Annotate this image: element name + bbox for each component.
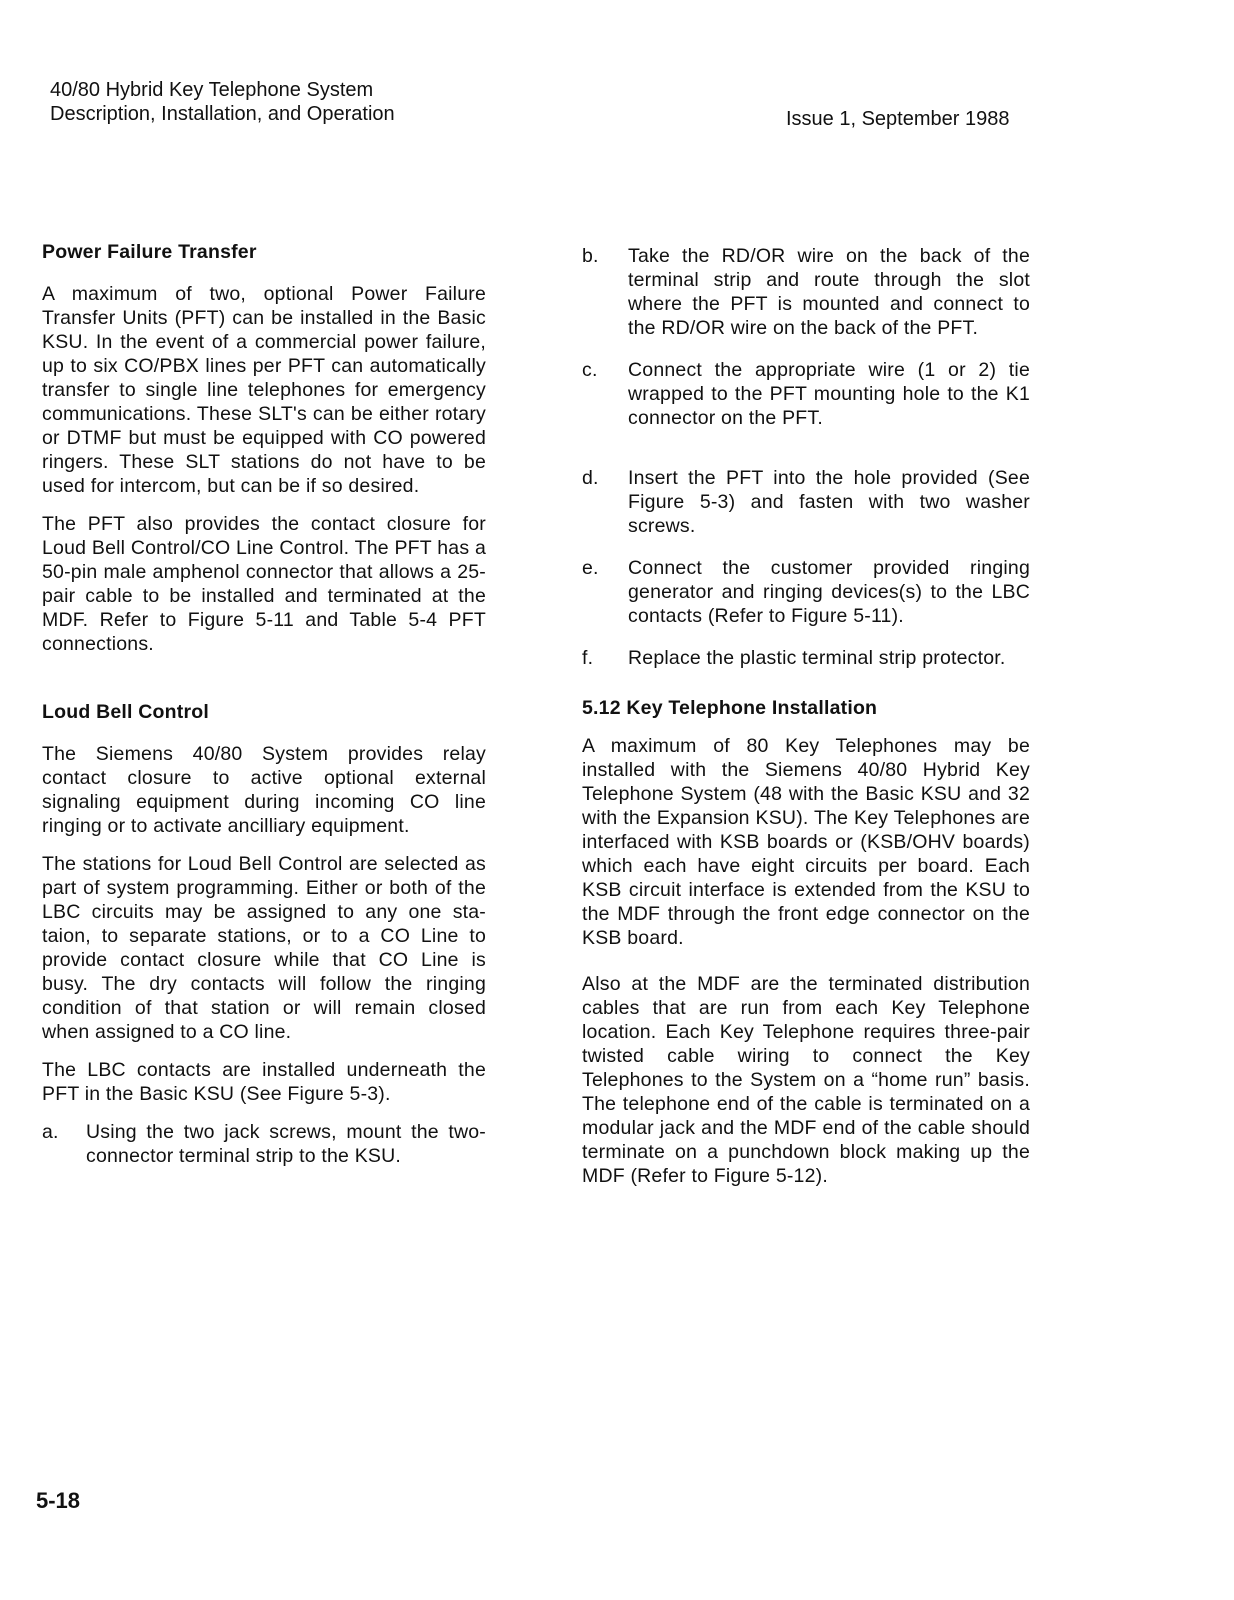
step-b [582, 244, 1030, 340]
pft-heading: Power Failure Transfer [42, 241, 257, 263]
step-c-marker: c. [582, 359, 598, 381]
step-d-marker: d. [582, 467, 599, 489]
document-title-line-1: 40/80 Hybrid Key Telephone System [50, 79, 374, 101]
left-column [42, 240, 486, 1186]
step-a-text: Using the two jack screws, mount the two-connector terminal strip to the KSU. [86, 1121, 486, 1167]
pft-paragraph-1: A maximum of two, optional Power Failure Transfer Units (PFT) can be installed in the Basic KSU. In the event of a commercial power failure, up to six CO/PBX lines per PFT can automatically transfer to single line telephones for emergency communications. These SLT's can be either rotary or DTMF but must be equipped with CO powered ringers. These SLT stations do not have to be used for intercom, but can be if so desired. [42, 283, 486, 497]
section-paragraph-2: Also at the MDF are the terminated distribution cables that are run from each Key Telephone location. Each Key Telephone requires three-pair twisted cable wiring to connect the Key Telephones to the System on a “home run” basis. The telephone end of the cable is terminated on a modular jack and the MDF end of the cable should terminate on a punchdown block making up the MDF (Refer to Figure 5-12). [582, 973, 1030, 1187]
step-f-text: Replace the plastic terminal strip protector. [628, 647, 1006, 669]
step-c-text: Connect the appropriate wire (1 or 2) tie wrapped to the PFT mounting hole to the K1 connector on the PFT. [628, 359, 1030, 429]
pft-paragraph-2: The PFT also provides the contact closure for Loud Bell Control/CO Line Control. The PFT has a 50-pin male amphenol connector that allows a 25-pair cable to be installed and terminated at the MDF. Refer to Figure 5-11 and Table 5-4 PFT connections. [42, 513, 486, 655]
step-a [42, 1120, 486, 1168]
step-e-text: Connect the customer provided ringing generator and ringing devices(s) to the LBC contacts (Refer to Figure 5-11). [628, 557, 1030, 627]
step-b-text: Take the RD/OR wire on the back of the terminal strip and route through the slot where the PFT is mounted and connect to the RD/OR wire on the back of the PFT. [628, 245, 1030, 339]
step-f [582, 646, 1030, 670]
section-paragraph-1: A maximum of 80 Key Telephones may be installed with the Siemens 40/80 Hybrid Key Telephone System (48 with the Basic KSU and 32 with the Expansion KSU). The Key Telephones are interfaced with KSB boards or (KSB/OHV boards) which each have eight circuits per board. Each KSB circuit interface is extended from the KSU to the MDF through the front edge connector on the KSB board. [582, 735, 1030, 949]
document-title-line-2: Description, Installation, and Operation [50, 103, 395, 125]
lbc-paragraph-2: The stations for Loud Bell Control are selected as part of system programming. Either or both of the LBC circuits may be assigned to any one sta-taion, to separate stations, or to a CO Line to provide contact closure while that CO Line is busy. The dry contacts will follow the ringing condition of that station or will remain closed when assigned to a CO line. [42, 853, 486, 1043]
document-header [50, 78, 395, 126]
issue-date: Issue 1, September 1988 [786, 108, 1010, 130]
section-heading: 5.12 Key Telephone Installation [582, 697, 878, 719]
step-d-text: Insert the PFT into the hole provided (See Figure 5-3) and fasten with two washer screws. [628, 467, 1030, 537]
step-c [582, 358, 1030, 430]
lbc-paragraph-1: The Siemens 40/80 System provides relay contact closure to active optional external signaling equipment during incoming CO line ringing or to activate ancilliary equipment. [42, 743, 486, 837]
step-a-marker: a. [42, 1121, 59, 1143]
lbc-paragraph-3: The LBC contacts are installed underneath the PFT in the Basic KSU (See Figure 5-3). [42, 1059, 486, 1105]
step-e [582, 556, 1030, 628]
step-d [582, 466, 1030, 538]
lbc-heading: Loud Bell Control [42, 701, 209, 723]
right-column [582, 244, 1030, 1202]
page-number: 5-18 [36, 1488, 81, 1513]
step-f-marker: f. [582, 647, 594, 669]
step-b-marker: b. [582, 245, 599, 267]
step-e-marker: e. [582, 557, 599, 579]
